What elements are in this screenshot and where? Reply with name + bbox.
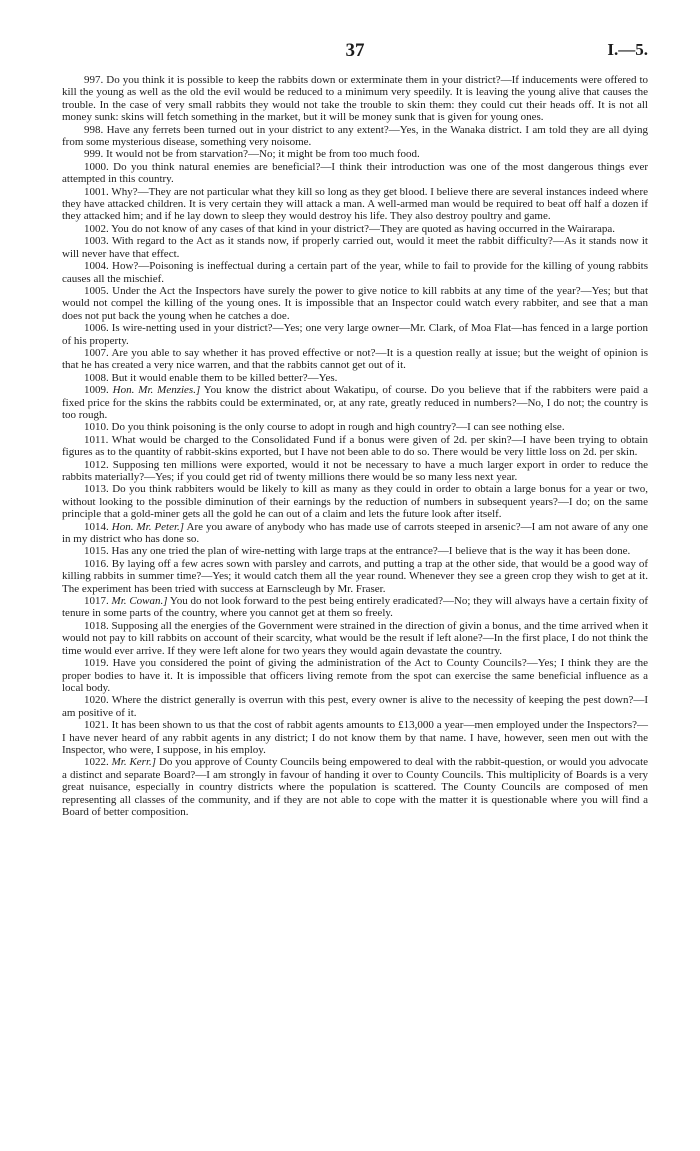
question-number: 1013. <box>84 483 109 496</box>
question-paragraph <box>62 124 648 149</box>
question-text: With regard to the Act as it stands now, if properly carried out, would it meet the rabbit difficulty?—As it stands now it will never have that effect. <box>62 235 648 260</box>
question-number: 1018. <box>84 619 109 632</box>
question-text: You do not know of any cases of that kind in your district?—They are quoted as having occurred in the Wairarapa. <box>111 222 616 235</box>
question-paragraph <box>62 657 648 694</box>
question-paragraph <box>62 694 648 719</box>
question-number: 1020. <box>84 694 109 707</box>
question-paragraph <box>62 372 648 384</box>
question-paragraph <box>62 620 648 657</box>
question-text: You know the district about Wakatipu, of course. Do you believe that if the rabbiters were paid a fixed price for the skins the rabbits could be exterminated, or, at any rate, greatly reduced in numbers?—No, I do not; the country is too rough. <box>62 384 649 421</box>
question-number: 1003. <box>84 235 109 248</box>
question-text: How?—Poisoning is ineffectual during a certain part of the year, while to fail to provide for the killing of young rabbits causes all the mischief. <box>62 260 649 285</box>
question-number: 1014. <box>84 520 109 533</box>
question-number: 1015. <box>84 545 109 558</box>
question-paragraph <box>62 756 648 818</box>
question-number: 998. <box>84 123 104 136</box>
question-text: By laying off a few acres sown with parsley and carrots, and putting a trap at the other side, that would be a good way of killing rabbits in summer time?—Yes; it would catch them all the year round. Whenever they see a green crop they wish to get at it. The experiment has been tried with success at Earnscleugh by Mr. Fraser. <box>62 557 648 595</box>
question-paragraph <box>62 74 648 124</box>
question-paragraph <box>62 421 648 433</box>
question-paragraph <box>62 483 648 520</box>
question-text: Have you considered the point of giving the administration of the Act to County Councils?—Yes; I think they are the proper bodies to have it. It is impossible that officers living remote from the spot can exercise the same beneficial influence as a local body. <box>62 657 649 694</box>
question-number: 1008. <box>84 371 109 384</box>
question-text: Under the Act the Inspectors have surely the power to give notice to kill rabbits at any time of the year?—Yes; but that would not compel the killing of the young ones. It is impossible that an Inspector could watch every rabbiter, and see that a man does not put back the young when he catches a doe. <box>62 284 649 322</box>
question-number: 1019. <box>84 657 109 670</box>
question-number: 1007. <box>84 346 109 359</box>
question-text: You do not look forward to the pest being entirely eradicated?—No; they will always have a certain fixity of tenure in some parts of the country, where you cannot get at them so freely. <box>62 595 649 620</box>
question-paragraph <box>62 235 648 260</box>
question-paragraph <box>62 521 648 546</box>
document-reference: I.—5. <box>607 40 648 59</box>
question-number: 1017. <box>84 595 109 608</box>
question-text: Where the district generally is overrun with this pest, every owner is alive to the necessity of keeping the pest down?—I am positive of it. <box>62 694 648 719</box>
question-paragraph <box>62 260 648 285</box>
speaker-name: Mr. Cowan.] <box>111 595 168 608</box>
question-text: But it would enable them to be killed better?—Yes. <box>111 371 338 384</box>
question-number: 1000. <box>84 160 109 173</box>
question-paragraph <box>62 558 648 595</box>
question-paragraph <box>62 322 648 347</box>
question-number: 1016. <box>84 557 109 570</box>
page-header <box>62 40 648 64</box>
question-text: Has any one tried the plan of wire-netting with large traps at the entrance?—I believe that is the way it has been done. <box>111 545 631 558</box>
question-paragraph <box>62 347 648 372</box>
question-text: Do you think rabbiters would be likely to kill as many as they could in order to obtain a large bonus for a year or two, without looking to the possible diminution of their earnings by the reduction of numbers in subsequent years?—I do; on the same principle that a gold-miner gets all the gold he can out of a claim and lets the future look after itself. <box>62 483 648 521</box>
speaker-name: Mr. Kerr.] <box>111 756 157 769</box>
question-number: 1002. <box>84 222 109 235</box>
question-paragraph <box>62 148 648 160</box>
question-paragraph <box>62 545 648 557</box>
question-number: 1022. <box>84 756 109 769</box>
question-paragraph <box>62 384 648 421</box>
question-text: Are you aware of anybody who has made use of carrots steeped in arsenic?—I am not aware of any one in my district who has done so. <box>62 520 648 546</box>
speaker-name: Hon. Mr. Peter.] <box>111 520 185 533</box>
question-number: 1021. <box>84 719 109 732</box>
question-number: 1011. <box>84 433 109 446</box>
question-number: 1010. <box>84 421 109 434</box>
question-text: Do you think it is possible to keep the rabbits down or exterminate them in your district?—If inducements were offered to kill the young as well as the old the evil would be reduced to a minimum very speedily. It is leaving the young alive that causes the trouble. In the case of very small rabbits they would not take the trouble to skin them: they could cut their heads off. It is not all money sunk: skins will fetch something in the market, but it will be money sunk that is given for young ones. <box>62 74 648 124</box>
question-text: Have any ferrets been turned out in your district to any extent?—Yes, in the Wanaka district. I am told they are all dying from some mysterious disease, something very noisome. <box>62 123 648 149</box>
question-paragraph <box>62 223 648 235</box>
page-number: 37 <box>345 40 365 61</box>
question-text: Is wire-netting used in your district?—Yes; one very large owner—Mr. Clark, of Moa Flat—has fenced in a large portion of his property. <box>62 322 649 347</box>
question-number: 1004. <box>84 260 109 273</box>
question-text: Supposing all the energies of the Government were strained in the direction of givin a bonus, and the time arrived when it would not pay to kill rabbits on account of their scarcity, what would be the result if left alone?—In the first place, I do not think the time would ever arrive. If they were left alone for two years they would again devastate the country. <box>62 619 648 657</box>
question-text: Supposing ten millions were exported, would it not be necessary to have a much larger export in order to reduce the rabbits materially?—Yes; if you could get rid of twenty millions there would be so many less next year. <box>62 458 648 483</box>
evidence-body <box>62 74 648 818</box>
question-number: 1009. <box>84 384 109 397</box>
question-text: Do you approve of County Councils being empowered to deal with the rabbit-question, or would you advocate a distinct and separate Board?—I am strongly in favour of handing it over to County Councils. This multiplicity of Boards is a very great nuisance, especially in country districts where the population is scattered. The County Councils are composed of men representing all classes of the community, and if they are not able to cope with the matter it is questionable where you will find a Board of better composition. <box>62 756 649 818</box>
question-text: It has been shown to us that the cost of rabbit agents amounts to £13,000 a year—men employed under the Inspectors?—I have never heard of any rabbit agents in any district; I do not know them by that name. I have, however, seen men out with the Inspector, who were, I suppose, in his employ. <box>62 719 648 756</box>
question-text: It would not be from starvation?—No; it might be from too much food. <box>106 148 420 161</box>
question-number: 1012. <box>84 458 109 471</box>
question-text: What would be charged to the Consolidated Fund if a bonus were given of 2d. per skin?—I have been trying to obtain figures as to the quantity of rabbit-skins exported, but I have not been able to do so. There would be very little loss on 2d. per skin. <box>62 433 648 459</box>
question-paragraph <box>62 719 648 756</box>
question-number: 997. <box>84 74 104 86</box>
question-paragraph <box>62 285 648 322</box>
question-paragraph <box>62 186 648 223</box>
question-paragraph <box>62 434 648 459</box>
speaker-name: Hon. Mr. Menzies.] <box>112 384 201 397</box>
question-paragraph <box>62 459 648 484</box>
question-paragraph <box>62 161 648 186</box>
question-text: Do you think natural enemies are beneficial?—I think their introduction was one of the most dangerous things ever attempted in this country. <box>62 160 648 186</box>
question-number: 999. <box>84 148 104 161</box>
question-number: 1006. <box>84 322 109 335</box>
question-paragraph <box>62 595 648 620</box>
question-text: Are you able to say whether it has proved effective or not?—It is a question really at issue; but the weight of opinion is that he has created a very nice warren, and that the rabbits cannot get out of it. <box>62 346 648 372</box>
question-text: Do you think poisoning is the only course to adopt in rough and high country?—I can see nothing else. <box>111 421 565 434</box>
question-number: 1001. <box>84 185 109 198</box>
question-number: 1005. <box>84 284 109 297</box>
question-text: Why?—They are not particular what they kill so long as they get blood. I believe there are several instances indeed where they have attacked children. It is very certain they will attack a man. A well-armed man would be required to beat off half a dozen if they attacked him; and if he lay down to sleep they would destroy his life. They also destroy poultry and game. <box>62 185 648 223</box>
